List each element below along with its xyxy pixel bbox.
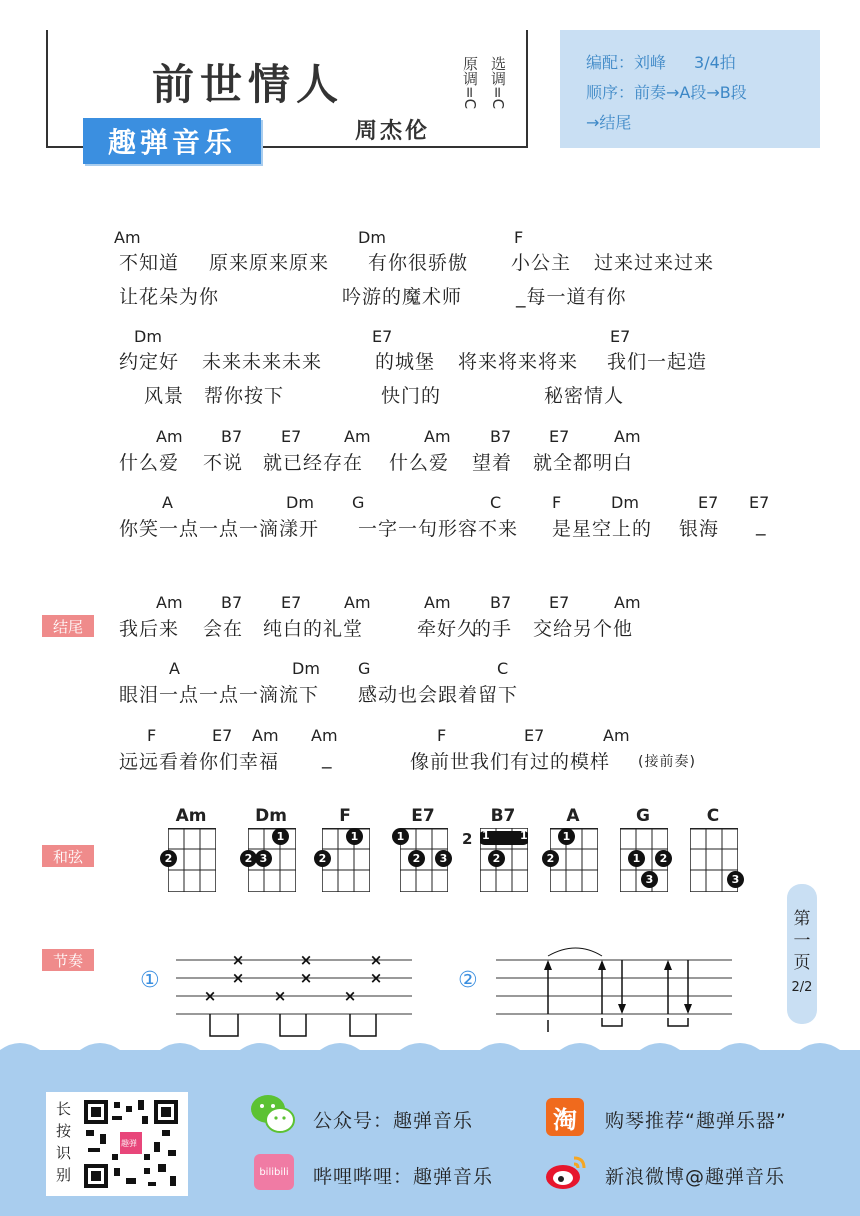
bilibili-icon[interactable]: bilibili [254, 1154, 294, 1190]
lyric-segment: 让花朵为你 [119, 286, 220, 308]
taobao-icon[interactable]: 淘 [546, 1098, 584, 1136]
chord-diagram-c [684, 806, 742, 896]
finger-dot: 3 [255, 850, 272, 867]
lyric-note: (接前奏) [638, 754, 696, 770]
chord-diagram-b7 [462, 806, 532, 896]
chord-name: B7 [490, 806, 516, 826]
chord: G [352, 493, 365, 512]
wechat-icon[interactable] [250, 1092, 296, 1136]
weibo-icon[interactable] [544, 1152, 588, 1192]
finger-dot: 2 [488, 850, 505, 867]
chord: E7 [610, 327, 631, 346]
taobao-recommend: 购琴推荐“趣弹乐器” [605, 1110, 787, 1132]
finger-dot: 2 [408, 850, 425, 867]
lyric-segment: 什么爱 [389, 452, 450, 474]
brand-badge: 趣弹音乐 [83, 118, 261, 164]
lyric-segment: 你笑一点一点一滴漾开 [119, 518, 320, 540]
chord: Am [424, 593, 451, 612]
lyric-segment: 纯白的礼堂 [263, 618, 364, 640]
chord: A [162, 493, 173, 512]
chord-diagram-am [162, 806, 220, 896]
lyric-segment: 风景 [144, 385, 185, 407]
barre-finger: 1 [520, 829, 528, 842]
chord: B7 [490, 593, 512, 612]
finger-dot: 3 [435, 850, 452, 867]
lyric-segment: 的城堡 [375, 351, 436, 373]
finger-dot: 1 [346, 828, 363, 845]
page-indicator [787, 884, 817, 1024]
svg-text:×: × [203, 987, 217, 1005]
page-label: 第一页 [793, 909, 811, 973]
lyric-segment: 秘密情人 [544, 385, 625, 407]
finger-dot: 2 [542, 850, 559, 867]
svg-text:×: × [369, 951, 383, 969]
chord: Am [614, 427, 641, 446]
chord: E7 [212, 726, 233, 745]
finger-dot: 2 [655, 850, 672, 867]
lyric-segment: 什么爱 [119, 452, 180, 474]
order-line-1: 顺序：前奏→A段→B段 [586, 83, 747, 102]
lyric-segment: 眼泪一点一点一滴流下 [119, 684, 320, 706]
chord: Dm [358, 228, 386, 247]
chord: Am [156, 427, 183, 446]
chord-diagram-g [614, 806, 672, 896]
finger-dot: 3 [641, 871, 658, 888]
finger-dot: 2 [240, 850, 257, 867]
svg-text:×: × [299, 951, 313, 969]
lyric-segment: 有你很骄傲 [368, 252, 469, 274]
lyric-segment: _ [322, 747, 333, 769]
chord: C [490, 493, 502, 512]
lyric-segment: 快门的 [381, 385, 442, 407]
chords-tag: 和弦 [42, 845, 94, 867]
lyric-segment: _每一道有你 [516, 286, 627, 308]
chord: E7 [749, 493, 770, 512]
lyric-segment: 望着 [472, 452, 513, 474]
time-signature: 3/4拍 [694, 53, 736, 72]
qr-label: 长按识别 [56, 1100, 72, 1184]
chord: F [437, 726, 447, 745]
song-title: 前世情人 [152, 60, 345, 109]
chord-name: Am [175, 806, 207, 826]
chord: Am [344, 427, 371, 446]
chord-name: C [706, 806, 720, 826]
svg-text:×: × [343, 987, 357, 1005]
chord: Dm [611, 493, 639, 512]
chord: Am [614, 593, 641, 612]
lyric-segment: 我们一起造 [607, 351, 708, 373]
chord: Am [156, 593, 183, 612]
chord-name: G [636, 806, 650, 826]
rhythm-pattern-1 [176, 948, 412, 1040]
lyric-segment: 交给另个他 [533, 618, 634, 640]
weibo-account: 新浪微博@趣弹音乐 [605, 1166, 786, 1188]
pattern-2-label: ② [458, 968, 478, 993]
lyric-segment: 就全都明白 [533, 452, 634, 474]
lyric-segment: 一字一句形容不来 [358, 518, 519, 540]
chord: E7 [524, 726, 545, 745]
svg-text:×: × [231, 951, 245, 969]
finger-dot: 1 [628, 850, 645, 867]
lyric-segment: 过来过来过来 [594, 252, 715, 274]
chord: Am [603, 726, 630, 745]
info-box [560, 30, 820, 148]
wave-border [0, 1036, 860, 1064]
finger-dot: 1 [392, 828, 409, 845]
finger-dot: 2 [314, 850, 331, 867]
chord: Am [252, 726, 279, 745]
chord: Am [424, 427, 451, 446]
finger-dot: 3 [727, 871, 744, 888]
selected-key: 选调=C [489, 56, 507, 110]
chord-name: E7 [411, 806, 435, 826]
chord: Dm [134, 327, 162, 346]
chord-name: A [566, 806, 580, 826]
chord: E7 [549, 427, 570, 446]
lyric-segment: 是星空上的 [552, 518, 653, 540]
lyric-segment: 小公主 [511, 252, 572, 274]
chord: G [358, 659, 371, 678]
lyric-segment: 不说 [203, 452, 244, 474]
lyric-segment: 远远看着你们幸福 [119, 751, 280, 773]
svg-text:×: × [273, 987, 287, 1005]
chord: E7 [281, 593, 302, 612]
fret-number: 2 [462, 830, 473, 848]
chord-name: Dm [255, 806, 287, 826]
chord-name: F [339, 806, 351, 826]
svg-text:×: × [369, 969, 383, 987]
lyric-segment: 银海 [679, 518, 720, 540]
finger-dot: 2 [160, 850, 177, 867]
lyric-segment: 未来未来未来 [202, 351, 323, 373]
chord: B7 [221, 427, 243, 446]
rhythm-tag: 节奏 [42, 949, 94, 971]
pattern-1-label: ① [140, 968, 160, 993]
lyric-segment: 将来将来将来 [458, 351, 579, 373]
chord: E7 [281, 427, 302, 446]
finger-dot: 1 [558, 828, 575, 845]
chord: E7 [698, 493, 719, 512]
lyric-segment: 我后来 [119, 618, 180, 640]
lyric-segment: 约定好 [119, 351, 180, 373]
qr-center-label: 趣弹 [121, 1139, 137, 1148]
svg-text:×: × [299, 969, 313, 987]
lyric-segment: 的手 [472, 618, 513, 640]
chord: C [497, 659, 509, 678]
lyric-segment: 原来原来原来 [209, 252, 330, 274]
barre-finger: 1 [482, 829, 490, 842]
finger-dot: 1 [272, 828, 289, 845]
ending-tag: 结尾 [42, 615, 94, 637]
lyric-segment: 帮你按下 [204, 385, 285, 407]
chord: F [552, 493, 562, 512]
chord: Dm [286, 493, 314, 512]
order-line-2: →结尾 [586, 113, 632, 132]
lyric-segment: 牵好久 [417, 618, 478, 640]
chord: F [514, 228, 524, 247]
chord-diagram-f [316, 806, 374, 896]
singer-name: 周杰伦 [355, 119, 431, 144]
chord: B7 [490, 427, 512, 446]
bilibili-account: 哔哩哔哩：趣弹音乐 [313, 1166, 494, 1188]
chord-diagram-dm [242, 806, 300, 896]
chord: Am [114, 228, 141, 247]
chord: Am [311, 726, 338, 745]
lyric-segment: 会在 [203, 618, 244, 640]
lyric-segment: 就已经存在 [263, 452, 364, 474]
rhythm-pattern-2 [496, 944, 732, 1036]
chord: E7 [372, 327, 393, 346]
arranger: 编配：刘峰 3/4拍 [586, 53, 736, 72]
lyric-segment: _ [756, 514, 767, 536]
chord: Dm [292, 659, 320, 678]
svg-text:×: × [231, 969, 245, 987]
lyric-segment: 像前世我们有过的模样 [410, 751, 611, 773]
page-number: 2/2 [791, 980, 813, 995]
lyric-segment: 吟游的魔术师 [342, 286, 463, 308]
lyric-segment: 不知道 [119, 252, 180, 274]
lyric-segment: 感动也会跟着留下 [358, 684, 519, 706]
chord: E7 [549, 593, 570, 612]
wechat-account: 公众号：趣弹音乐 [313, 1110, 474, 1132]
chord: F [147, 726, 157, 745]
chord-diagram-e7 [394, 806, 452, 896]
original-key: 原调=C [461, 56, 479, 110]
chord: Am [344, 593, 371, 612]
chord-diagram-a [544, 806, 602, 896]
chord: B7 [221, 593, 243, 612]
chord: A [169, 659, 180, 678]
